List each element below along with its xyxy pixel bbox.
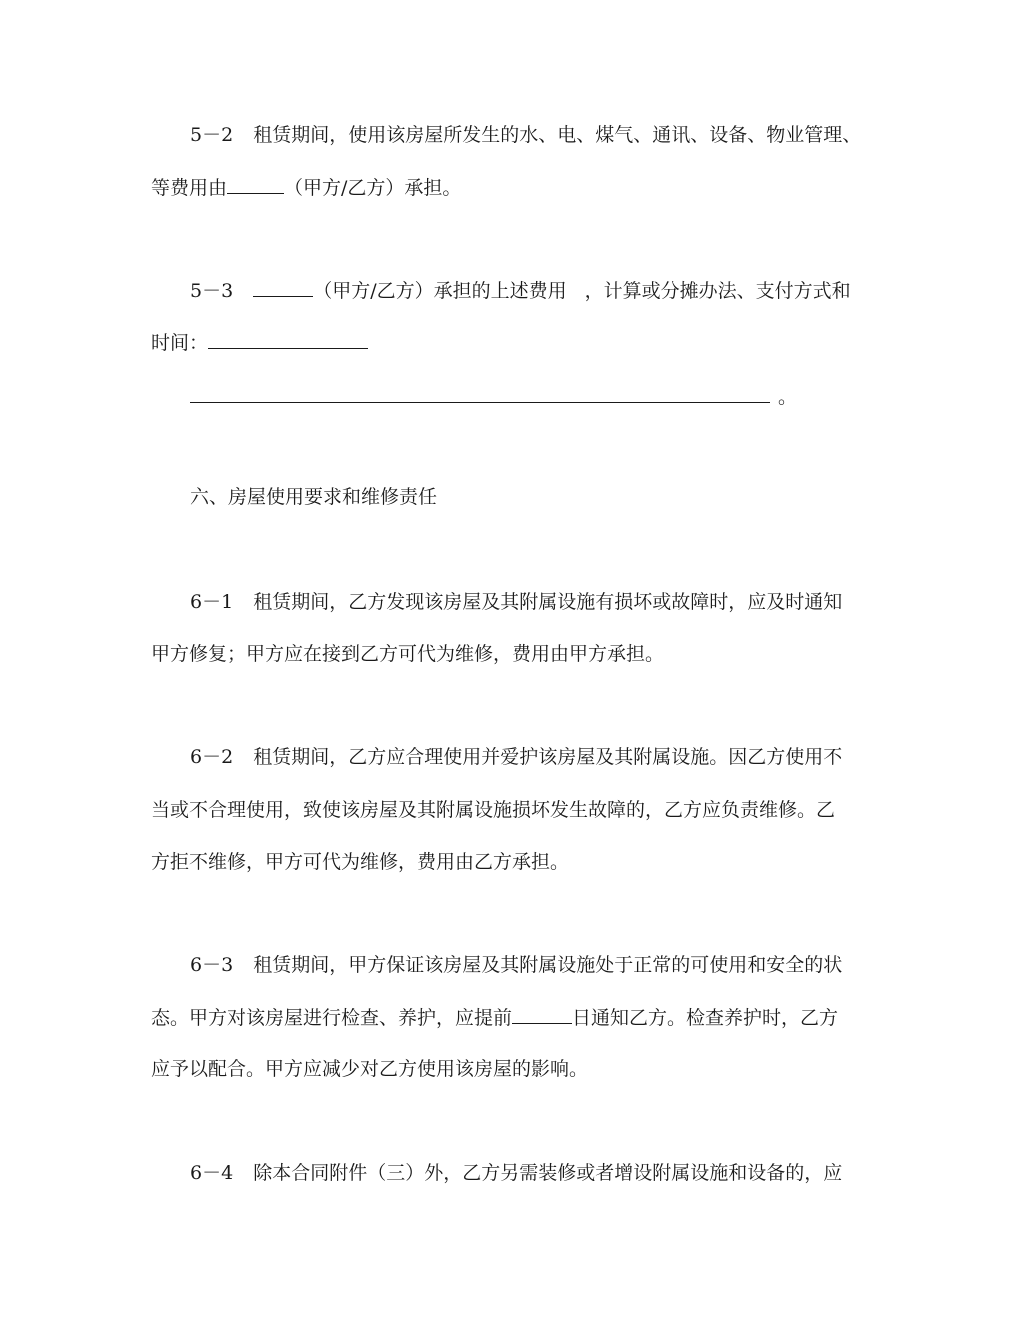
clause-text: 租赁期间，乙方应合理使用并爱护该房屋及其附属设施。因乙方使用不: [253, 746, 843, 768]
fill-in-blank[interactable]: [208, 330, 368, 349]
clause-6-2-line-2: [151, 798, 835, 822]
clause-number: 5－2: [190, 124, 234, 146]
clause-text: 时间：: [151, 332, 209, 354]
fill-in-blank[interactable]: [512, 1005, 572, 1024]
clause-text: 日通知乙方。检查养护时，乙方: [572, 1007, 839, 1029]
clause-text: 租赁期间，使用该房屋所发生的水、电、煤气、通讯、设备、物业管理、: [253, 124, 862, 146]
clause-6-3-line-3: [151, 1057, 588, 1081]
clause-text: ，计算或分摊办法、支付方式和: [584, 280, 851, 302]
clause-number: 5－3: [190, 280, 234, 302]
clause-text: 租赁期间，甲方保证该房屋及其附属设施处于正常的可使用和安全的状: [253, 954, 843, 976]
clause-6-1-line-1: [190, 590, 842, 614]
fill-in-blank[interactable]: [227, 175, 284, 194]
clause-text: 等费用由: [151, 177, 228, 199]
clause-5-3-line-2: [151, 330, 368, 355]
clause-6-2-line-3: [151, 850, 569, 874]
clause-number: 6－4: [190, 1162, 234, 1184]
fill-in-blank[interactable]: [253, 278, 313, 297]
clause-text: 方拒不维修，甲方可代为维修，费用由乙方承担。: [151, 851, 570, 873]
clause-text: 除本合同附件（三）外，乙方另需装修或者增设附属设施和设备的，应: [253, 1162, 843, 1184]
fill-in-blank[interactable]: [190, 384, 770, 403]
clause-text: 甲方修复；甲方应在接到乙方可代为维修，费用由甲方承担。: [151, 643, 665, 665]
section-heading: 六、房屋使用要求和维修责任: [190, 486, 438, 508]
clause-number: 6－2: [190, 746, 234, 768]
clause-6-3-line-1: [190, 953, 842, 977]
clause-6-4-line-1: [190, 1161, 842, 1185]
clause-text: 态。甲方对该房屋进行检查、养护，应提前: [151, 1007, 513, 1029]
clause-text: 应予以配合。甲方应减少对乙方使用该房屋的影响。: [151, 1058, 589, 1080]
clause-text: （甲方/乙方）承担。: [284, 177, 462, 199]
clause-6-2-line-1: [190, 745, 842, 769]
clause-5-3-line-1: [190, 278, 851, 303]
clause-5-2-line-1: [190, 123, 861, 147]
clause-text: 当或不合理使用，致使该房屋及其附属设施损坏发生故障的，乙方应负责维修。乙: [151, 799, 836, 821]
clause-text: 。: [778, 386, 798, 408]
clause-number: 6－1: [190, 591, 234, 613]
clause-6-3-line-2: [151, 1005, 838, 1030]
clause-5-2-line-2: [151, 175, 461, 200]
clause-text: （甲方/乙方）承担的上述费用: [313, 280, 567, 302]
section-6-heading: [190, 485, 437, 509]
clause-6-1-line-2: [151, 642, 664, 666]
clause-number: 6－3: [190, 954, 234, 976]
clause-text: 租赁期间，乙方发现该房屋及其附属设施有损坏或故障时，应及时通知: [253, 591, 843, 613]
clause-5-3-line-3: [190, 384, 797, 409]
